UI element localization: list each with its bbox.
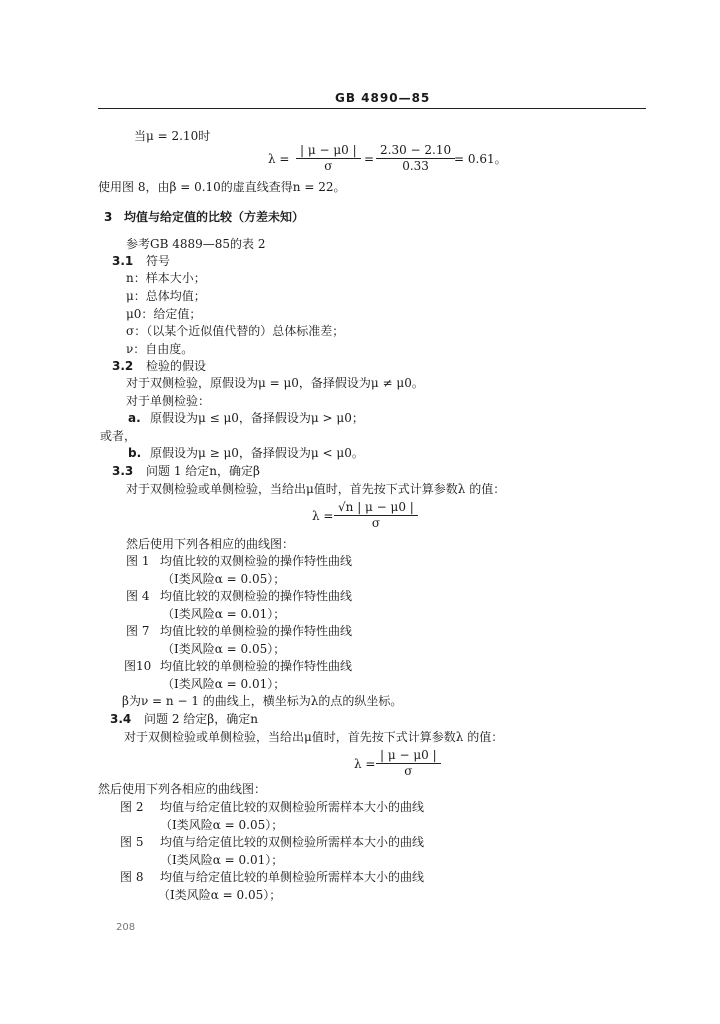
- reference-line: 参考GB 4889—85的表 2: [126, 237, 266, 251]
- fig7-text: 均值比较的单侧检验的操作特性曲线: [160, 624, 353, 638]
- then-use-curves-1: 然后使用下列各相应的曲线图：: [126, 537, 295, 551]
- fig1-label: 图 1: [126, 554, 150, 568]
- standard-number: GB 4890—85: [335, 91, 431, 105]
- fig7-risk: （Ⅰ类风险α = 0.05）；: [162, 642, 286, 656]
- eq2-numerator: √n | μ − μ0 |: [338, 500, 414, 514]
- fig4-risk: （Ⅰ类风险α = 0.01）；: [162, 607, 286, 621]
- eq1-numerator-2: 2.30 − 2.10: [380, 143, 452, 157]
- header-rule: [98, 108, 646, 109]
- eq1-lhs: λ =: [268, 152, 290, 166]
- eq1-denominator-2: 0.33: [376, 158, 455, 174]
- fig4-label: 图 4: [126, 589, 150, 603]
- section-3-1-title: 符号: [146, 254, 171, 268]
- symbol-mu0: μ0：给定值；: [126, 307, 202, 321]
- eq1-fraction-1: [296, 143, 361, 174]
- item-a-text: 原假设为μ ≤ μ0，备择假设为μ > μ0；: [150, 411, 364, 425]
- section-3-2-number: 3.2: [112, 359, 134, 373]
- symbol-nu: ν：自由度。: [126, 342, 194, 356]
- fig2-label: 图 2: [120, 800, 144, 814]
- item-a-label: a.: [128, 411, 141, 425]
- symbol-n: n：样本大小；: [126, 271, 206, 285]
- when-mu-line: 当μ = 2.10时: [134, 129, 211, 143]
- eq2-lhs: λ =: [312, 509, 334, 523]
- section-3-title: 均值与给定值的比较（方差未知）: [124, 210, 305, 224]
- section-3-number: 3: [104, 210, 113, 224]
- section-3-3-number: 3.3: [112, 464, 134, 478]
- fig2-text: 均值与给定值比较的双侧检验所需样本大小的曲线: [160, 800, 425, 814]
- fig8-risk: （Ⅰ类风险α = 0.05）；: [158, 888, 282, 902]
- or-line: 或者，: [100, 429, 137, 443]
- fig7-label: 图 7: [126, 624, 150, 638]
- fig5-text: 均值与给定值比较的双侧检验所需样本大小的曲线: [160, 835, 425, 849]
- eq1-fraction-2: [376, 143, 455, 174]
- beta-definition: β为ν = n − 1 的曲线上，横坐标为λ的点的纵坐标。: [122, 694, 403, 708]
- section-3-1-number: 3.1: [112, 254, 134, 268]
- fig2-risk: （Ⅰ类风险α = 0.05）；: [160, 818, 284, 832]
- page-number: 208: [116, 922, 136, 933]
- symbol-mu: μ：总体均值；: [126, 289, 206, 303]
- section-3-4-number: 3.4: [110, 712, 132, 726]
- eq1-denominator-1: σ: [296, 158, 361, 174]
- then-use-curves-2: 然后使用下列各相应的曲线图：: [98, 782, 267, 796]
- fig8-text: 均值与给定值比较的单侧检验所需样本大小的曲线: [160, 870, 425, 884]
- fig8-label: 图 8: [120, 870, 144, 884]
- fig5-label: 图 5: [120, 835, 144, 849]
- use-fig8-line: 使用图 8，由β = 0.10的虚直线查得n = 22。: [98, 180, 346, 194]
- fig10-text: 均值比较的单侧检验的操作特性曲线: [160, 659, 353, 673]
- eq3-numerator: | μ − μ0 |: [380, 748, 437, 762]
- eq3-fraction: [376, 748, 441, 779]
- eq2-denominator: σ: [334, 515, 418, 531]
- fig5-risk: （Ⅰ类风险α = 0.01）；: [160, 853, 284, 867]
- section-3-3-title: 问题 1 给定n，确定β: [146, 464, 260, 478]
- fig1-risk: （Ⅰ类风险α = 0.05）；: [162, 572, 286, 586]
- eq1-numerator-1: | μ − μ0 |: [300, 143, 357, 157]
- fig4-text: 均值比较的双侧检验的操作特性曲线: [160, 589, 353, 603]
- fig1-text: 均值比较的双侧检验的操作特性曲线: [160, 554, 353, 568]
- eq1-result: = 0.61。: [454, 152, 507, 166]
- eq3-lhs: λ =: [354, 757, 376, 771]
- section-3-4-text: 对于双侧检验或单侧检验，当给出μ值时，首先按下式计算参数λ 的值：: [124, 730, 504, 744]
- item-b-label: b.: [128, 446, 142, 460]
- eq1-equals: =: [364, 152, 375, 166]
- fig10-label: 图10: [124, 659, 152, 673]
- two-sided-hypothesis: 对于双侧检验，原假设为μ = μ0，备择假设为μ ≠ μ0。: [126, 376, 424, 390]
- section-3-4-title: 问题 2 给定β，确定n: [144, 712, 258, 726]
- eq3-denominator: σ: [376, 763, 441, 779]
- symbol-sigma: σ：（以某个近似值代替的）总体标准差；: [126, 324, 345, 338]
- fig10-risk: （Ⅰ类风险α = 0.01）；: [162, 677, 286, 691]
- item-b-text: 原假设为μ ≥ μ0，备择假设为μ < μ0。: [150, 446, 364, 460]
- section-3-2-title: 检验的假设: [146, 359, 207, 373]
- eq2-fraction: [334, 500, 418, 531]
- section-3-3-text: 对于双侧检验或单侧检验，当给出μ值时，首先按下式计算参数λ 的值：: [126, 482, 506, 496]
- one-sided-intro: 对于单侧检验：: [126, 394, 211, 408]
